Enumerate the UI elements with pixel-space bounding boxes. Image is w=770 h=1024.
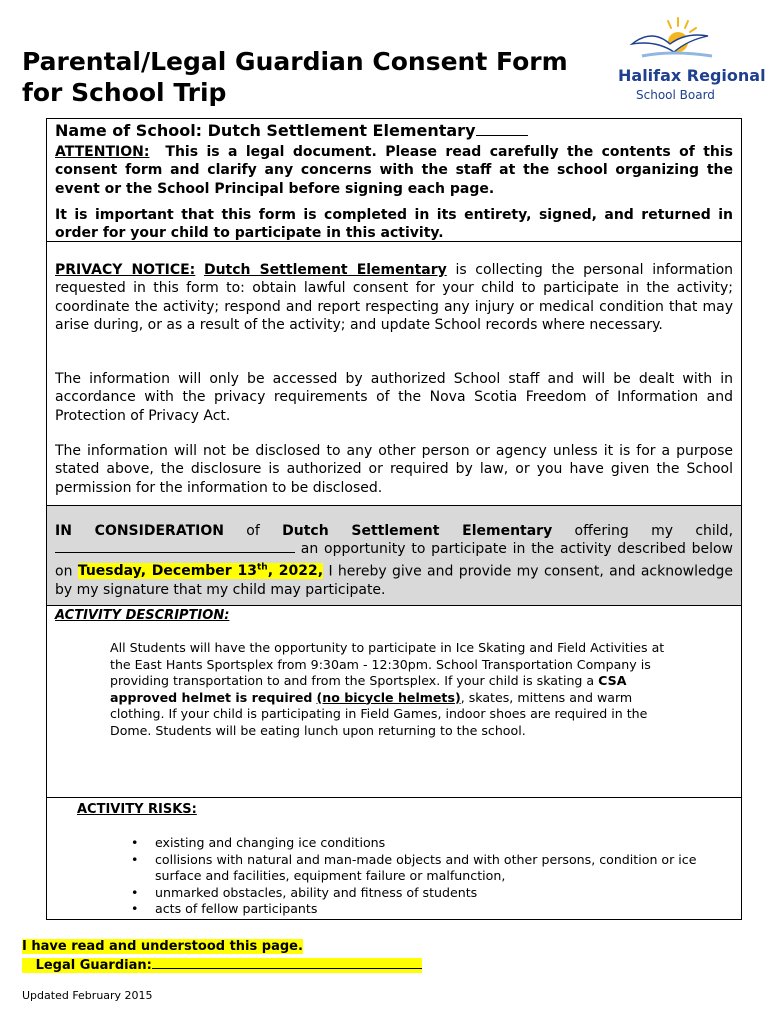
school-name-underline xyxy=(476,121,528,136)
activity-section xyxy=(47,605,741,797)
attention-label: ATTENTION: xyxy=(55,144,150,160)
activity-text-a: All Students will have the opportunity to participate in Ice Skating and Field Activities at the East Hants Sportsplex from 9:30am - 12:30pm. School Transportation Company is providing transportation to and from the Sportsplex. If your child is skating a xyxy=(110,640,665,688)
logo-line-1: Halifax Regional xyxy=(618,66,766,85)
legal-guardian-label: Legal Guardian: xyxy=(35,958,152,973)
page-title xyxy=(22,46,592,108)
consideration-paragraph xyxy=(55,522,733,599)
trip-date-year: , 2022, xyxy=(267,563,324,580)
list-item: • unmarked obstacles, ability and fitness of students xyxy=(131,885,731,902)
consideration-text-c: I hereby give and provide my consent, and acknowledge by my signature that my child may participate. xyxy=(55,563,734,598)
consideration-school-name: Dutch Settlement Elementary xyxy=(282,523,553,539)
privacy-paragraph-3: The information will not be disclosed to any other person or agency unless it is for a purpose stated above, the disclosure is authorized or required by law, or you have given the School permission for the information to be disclosed. xyxy=(55,443,733,496)
updated-date: Updated February 2015 xyxy=(22,989,153,1002)
privacy-paragraph-2: The information will only be accessed by authorized School staff and will be dealt with in accordance with the privacy requirements of the Nova Scotia Freedom of Information and Protection of Privacy Act. xyxy=(55,371,733,424)
halifax-regional-school-board-logo xyxy=(612,14,766,109)
consideration-text-b: an opportunity to participate in the activity described below on xyxy=(55,541,734,580)
risks-section xyxy=(47,797,741,921)
trip-date xyxy=(78,563,323,579)
activity-text-b: , skates, mittens and warm clothing. If your child is participating in Field Games, indoor shoes are required in the Dome. Students will be eating lunch upon returning to the school. xyxy=(110,689,648,738)
signoff-block xyxy=(22,938,422,975)
activity-heading: ACTIVITY DESCRIPTION: xyxy=(55,608,230,623)
consideration-section xyxy=(47,505,741,605)
attention-paragraph xyxy=(55,143,733,198)
school-name-label: Name of School: Dutch Settlement Elementary xyxy=(55,121,476,140)
signature-line[interactable] xyxy=(152,956,422,969)
child-name-field[interactable] xyxy=(55,540,295,553)
consideration-label: IN CONSIDERATION xyxy=(55,523,224,539)
title-line-1: Parental/Legal Guardian Consent Form xyxy=(22,47,568,76)
consideration-of: of xyxy=(246,523,260,539)
consideration-text-a: offering my child, xyxy=(574,523,734,539)
list-item: • collisions with natural and man-made objects and with other persons, condition or ice surface and facilities, equipment failure or malfunction, xyxy=(131,852,731,885)
attention-text: This is a legal document. Please read carefully the contents of this consent form and clarify any concerns with the staff at the school organizing the event or the School Principal before signing each page. xyxy=(55,144,733,197)
read-understood-statement: I have read and understood this page. xyxy=(22,939,303,954)
title-line-2: for School Trip xyxy=(22,78,227,107)
trip-date-main: Tuesday, December 13 xyxy=(77,563,257,580)
trip-date-sup: th xyxy=(256,562,268,573)
school-name-field xyxy=(55,121,528,140)
privacy-text-1: is collecting the personal information requested in this form to: obtain lawful consent for your child to participate in the activity; coordinate the activity; respond and report respecting any injury or medical condition that may arise during, or as a result of the activity; and update School records where necessary. xyxy=(55,262,734,334)
privacy-label: PRIVACY NOTICE: xyxy=(55,262,196,278)
list-item: • acts of fellow participants xyxy=(131,901,731,918)
attention-section xyxy=(47,119,741,241)
risks-heading: ACTIVITY RISKS: xyxy=(77,802,197,817)
important-paragraph: It is important that this form is completed in its entirety, signed, and returned in order for your child to participate in this activity. xyxy=(55,207,733,242)
seagull-sun-logo-icon xyxy=(612,14,766,109)
activity-description xyxy=(110,640,670,739)
risks-list xyxy=(131,835,731,918)
list-item: • existing and changing ice conditions xyxy=(131,835,731,852)
logo-line-2: School Board xyxy=(636,88,715,102)
no-bicycle-helmets: (no bicycle helmets) xyxy=(316,689,461,705)
legal-guardian-signature[interactable] xyxy=(22,958,422,973)
consent-form-box xyxy=(46,118,742,920)
helmet-requirement: CSA approved helmet is required xyxy=(110,673,627,705)
privacy-paragraph-1 xyxy=(55,261,733,335)
privacy-section xyxy=(47,241,741,505)
privacy-school-name: Dutch Settlement Elementary xyxy=(203,262,447,278)
